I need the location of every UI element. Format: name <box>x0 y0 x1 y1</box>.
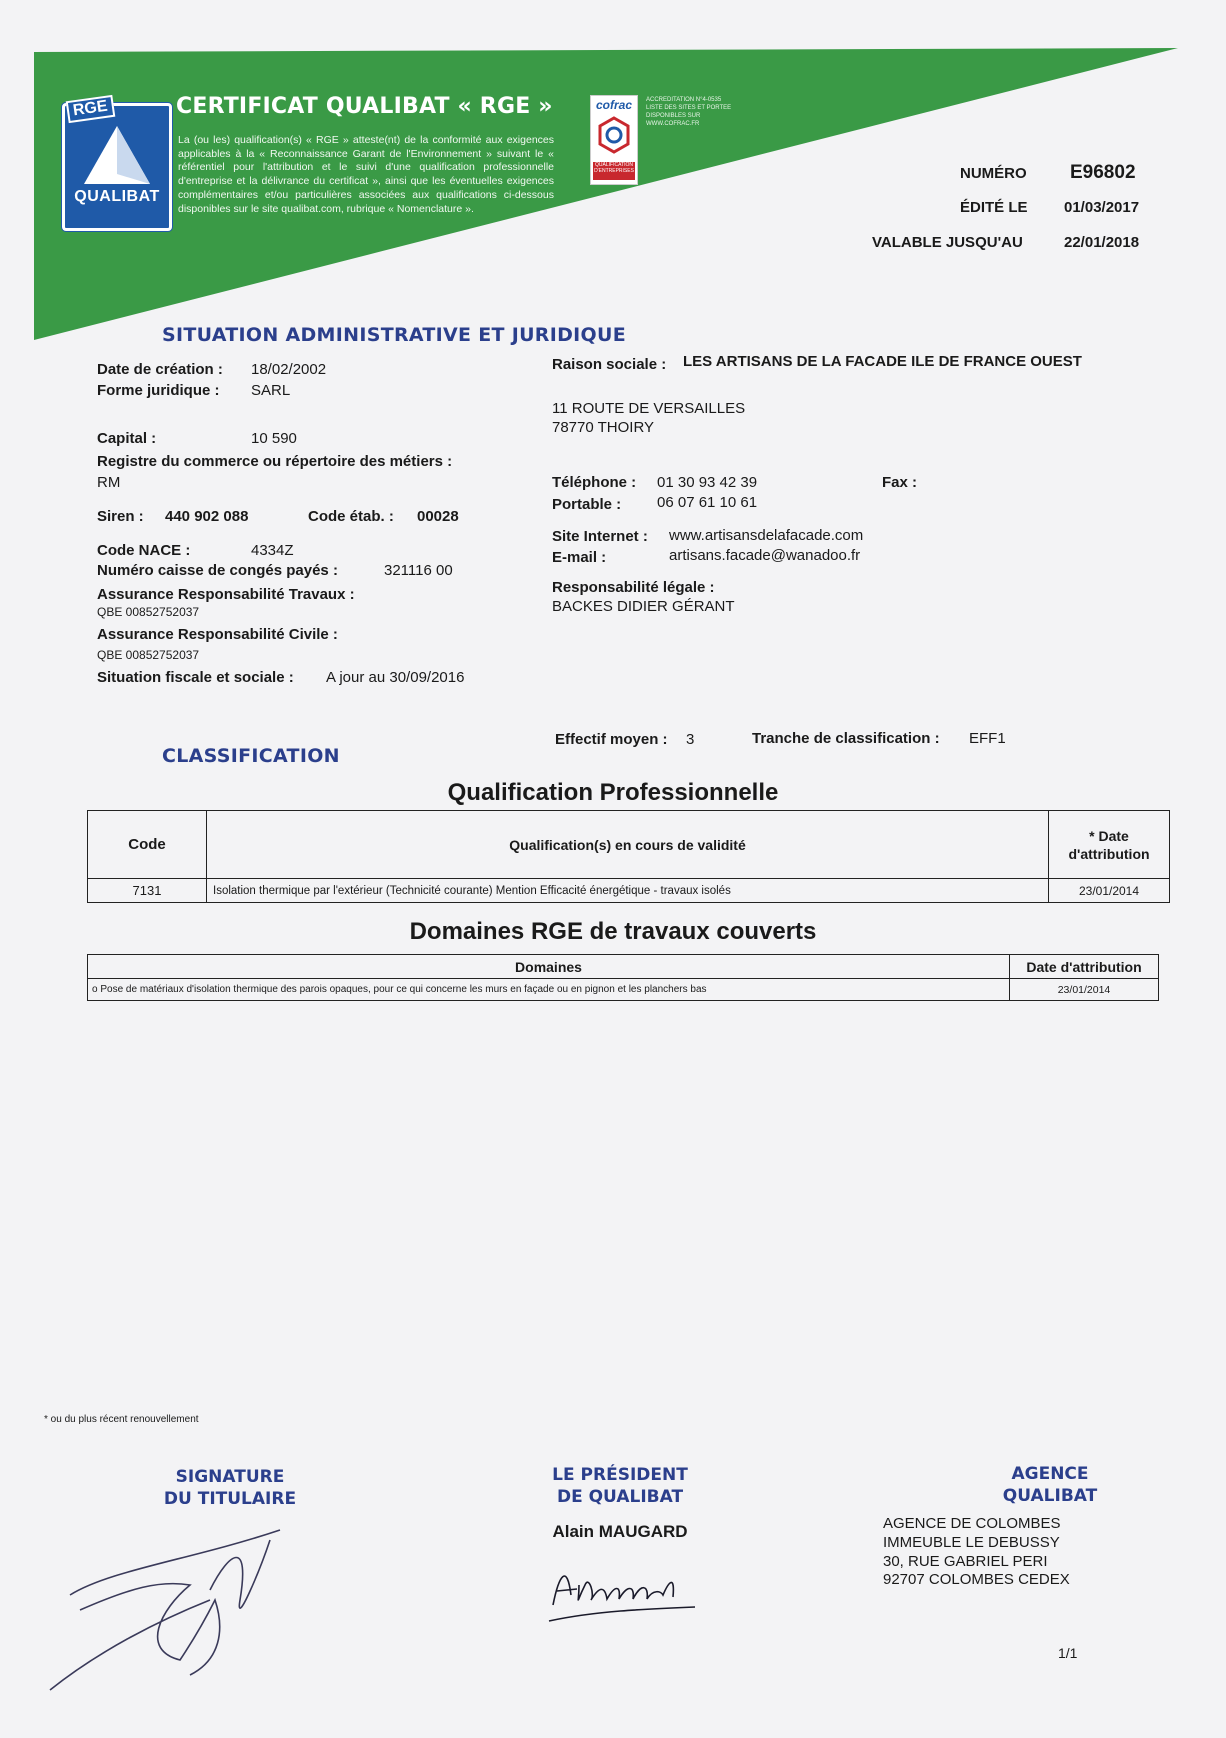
president-line2: DE QUALIBAT <box>556 1487 684 1507</box>
resp-label: Responsabilité légale : <box>552 579 715 596</box>
cofrac-accreditation: ACCREDITATION N°4-0535 LISTE DES SITES ET PORTEE DISPONIBLES SUR WWW.COFRAC.FR <box>646 97 732 127</box>
agence-heading <box>960 1463 1140 1507</box>
capital-value: 10 590 <box>251 430 297 447</box>
row-code: 7131 <box>88 879 207 903</box>
agence-address-3: 30, RUE GABRIEL PERI <box>883 1553 1048 1570</box>
code-etab-label: Code étab. : <box>308 508 394 525</box>
row-dom-date: 23/01/2014 <box>1010 979 1159 1001</box>
certificate-title: CERTIFICAT QUALIBAT « RGE » <box>176 94 553 119</box>
assur-travaux-value: QBE 00852752037 <box>97 605 200 619</box>
logo-qualibat-text: QUALIBAT <box>74 188 160 205</box>
table-row <box>88 879 1170 903</box>
nace-label: Code NACE : <box>97 542 191 559</box>
address-line2: 78770 THOIRY <box>552 419 655 436</box>
classification-section-title: CLASSIFICATION <box>162 745 340 767</box>
titulaire-signature <box>40 1510 320 1700</box>
domaines-table <box>87 954 1159 1001</box>
admin-section-title: SITUATION ADMINISTRATIVE ET JURIDIQUE <box>162 324 626 346</box>
forme-value: SARL <box>251 382 291 399</box>
valable-label: VALABLE JUSQU'AU <box>872 234 1023 251</box>
qualibat-rge-logo <box>62 97 172 231</box>
signature-titulaire-heading <box>140 1466 320 1510</box>
pyramid-icon <box>82 124 152 186</box>
qualification-title: Qualification Professionnelle <box>447 779 779 806</box>
caisse-label: Numéro caisse de congés payés : <box>97 562 338 579</box>
agence-line1: AGENCE <box>1011 1464 1089 1484</box>
assur-civile-label: Assurance Responsabilité Civile : <box>97 626 338 643</box>
effectif-value: 3 <box>686 731 695 748</box>
president-name: Alain MAUGARD <box>552 1522 688 1541</box>
col-domaines-header: Domaines <box>88 955 1010 979</box>
row-qual: Isolation thermique par l'extérieur (Technicité courante) Mention Efficacité énergétique - travaux isolés <box>207 879 1049 903</box>
col-dom-date-header: Date d'attribution <box>1010 955 1159 979</box>
col-date-header: * Date d'attribution <box>1049 811 1170 879</box>
table-row <box>88 979 1159 1001</box>
date-creation-label: Date de création : <box>97 361 223 378</box>
site-label: Site Internet : <box>552 528 648 545</box>
raison-value: LES ARTISANS DE LA FACADE ILE DE FRANCE OUEST <box>683 353 1082 370</box>
sig-titulaire-line1: SIGNATURE <box>175 1467 285 1487</box>
president-signature <box>545 1555 705 1625</box>
numero-label: NUMÉRO <box>960 165 1027 182</box>
row-domaine: o Pose de matériaux d'isolation thermique des parois opaques, pour ce qui concerne les murs en façade ou en pignon et les planchers bas <box>88 979 1010 1001</box>
portable-value: 06 07 61 10 61 <box>657 494 758 511</box>
president-heading <box>520 1464 720 1508</box>
nace-value: 4334Z <box>251 542 294 559</box>
numero-value: E96802 <box>1070 162 1136 183</box>
domaines-title: Domaines RGE de travaux couverts <box>409 918 817 945</box>
caisse-value: 321116 00 <box>384 562 453 579</box>
sig-titulaire-line2: DU TITULAIRE <box>163 1489 297 1509</box>
col-qual-header: Qualification(s) en cours de validité <box>207 811 1049 879</box>
fiscal-label: Situation fiscale et sociale : <box>97 669 294 686</box>
email-label: E-mail : <box>552 549 607 566</box>
fax-label: Fax : <box>882 474 918 491</box>
tranche-value: EFF1 <box>969 730 1006 747</box>
agence-address-4: 92707 COLOMBES CEDEX <box>883 1571 1070 1588</box>
logo-rge-tag: RGE <box>66 95 115 123</box>
date-creation-value: 18/02/2002 <box>251 361 327 378</box>
fiscal-value: A jour au 30/09/2016 <box>326 669 465 686</box>
row-date: 23/01/2014 <box>1049 879 1170 903</box>
qualification-header-row <box>88 811 1170 879</box>
cofrac-emblem-icon <box>598 116 630 154</box>
email-value: artisans.facade@wanadoo.fr <box>669 547 861 564</box>
president-line1: LE PRÉSIDENT <box>552 1465 688 1485</box>
tel-label: Téléphone : <box>552 474 637 491</box>
registre-value: RM <box>97 474 121 491</box>
page-number: 1/1 <box>1058 1645 1078 1661</box>
agence-line2: QUALIBAT <box>1002 1486 1098 1506</box>
cofrac-band: QUALIFICATION D'ENTREPRISES <box>593 162 635 180</box>
valable-value: 22/01/2018 <box>1064 234 1140 251</box>
domaines-header-row <box>88 955 1159 979</box>
siren-value: 440 902 088 <box>165 508 249 525</box>
cofrac-name: cofrac <box>595 98 633 112</box>
forme-label: Forme juridique : <box>97 382 220 399</box>
site-value: www.artisansdelafacade.com <box>669 527 864 544</box>
assur-travaux-label: Assurance Responsabilité Travaux : <box>97 586 355 603</box>
footnote: * ou du plus récent renouvellement <box>44 1414 199 1425</box>
tranche-label: Tranche de classification : <box>752 730 940 747</box>
resp-value: BACKES DIDIER GÉRANT <box>552 598 735 615</box>
registre-label: Registre du commerce ou répertoire des métiers : <box>97 453 453 470</box>
agence-address-1: AGENCE DE COLOMBES <box>883 1515 1061 1532</box>
raison-label: Raison sociale : <box>552 356 667 373</box>
assur-civile-value: QBE 00852752037 <box>97 648 200 662</box>
agence-address-2: IMMEUBLE LE DEBUSSY <box>883 1534 1060 1551</box>
address-line1: 11 ROUTE DE VERSAILLES <box>552 400 746 417</box>
certificate-intro: La (ou les) qualification(s) « RGE » atteste(nt) de la conformité aux exigences applicables à la « Reconnaissance Garant de l'Environnement » suivant le « référentiel pour l'attribution et le suivi d'une qualification professionnelle d'entreprise et la délivrance du certificat », ainsi que les éventuelles exigences complémentaires et/ou particulières associées aux qualifications ci-dessous disponibles sur le site qualibat.com, rubrique « Nomenclature ». <box>178 134 554 215</box>
cofrac-logo <box>590 95 638 185</box>
capital-label: Capital : <box>97 430 157 447</box>
edite-label: ÉDITÉ LE <box>960 199 1028 216</box>
edite-value: 01/03/2017 <box>1064 199 1140 216</box>
portable-label: Portable : <box>552 496 622 513</box>
qualification-table <box>87 810 1170 903</box>
effectif-label: Effectif moyen : <box>555 731 668 748</box>
tel-value: 01 30 93 42 39 <box>657 474 758 491</box>
siren-label: Siren : <box>97 508 144 525</box>
code-etab-value: 00028 <box>417 508 459 525</box>
col-code-header: Code <box>88 811 207 879</box>
